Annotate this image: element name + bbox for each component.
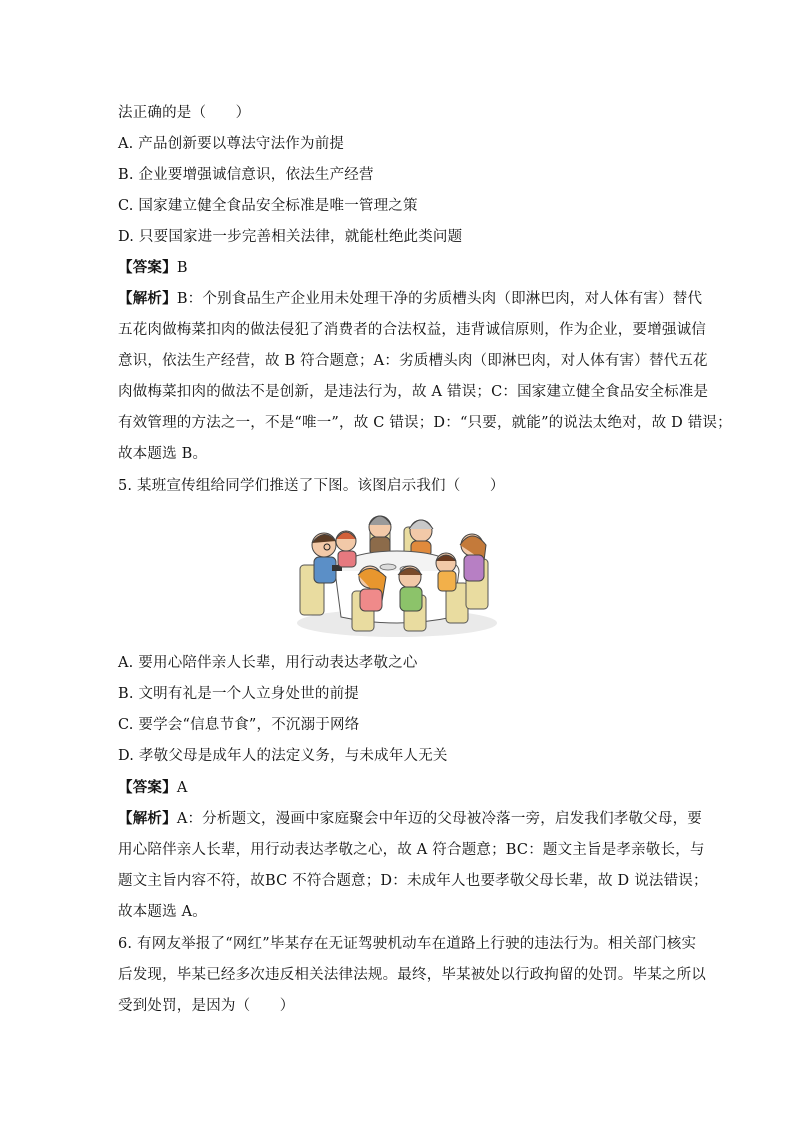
q4-option-c: C. 国家建立健全食品安全标准是唯一管理之策 — [118, 198, 418, 214]
q4-analysis-line-6: 故本题选 B。 — [118, 446, 208, 462]
q5-analysis-line-3: 题文主旨内容不符，故BC 不符合题意；D：未成年人也要孝敬父母长辈，故 D 说法错误； — [118, 873, 708, 889]
analysis-text: B：个别食品生产企业用未处理干净的劣质槽头肉（即淋巴肉，对人体有害）替代 — [176, 291, 703, 307]
q5-option-c: C. 要学会“信息节食”，不沉溺于网络 — [118, 717, 360, 733]
analysis-label: 【解析】 — [118, 290, 177, 307]
q4-option-d: D. 只要国家进一步完善相关法律，就能杜绝此类问题 — [118, 229, 463, 245]
answer-label: 【答案】 — [118, 779, 177, 796]
q4-stem-tail: 法正确的是（ ） — [118, 105, 251, 121]
q4-analysis-line-4: 肉做梅菜扣肉的做法不是创新，是违法行为，故 A 错误；C：国家建立健全食品安全标准是 — [118, 384, 709, 400]
q5-option-b: B. 文明有礼是一个人立身处世的前提 — [118, 686, 359, 702]
answer-label: 【答案】 — [118, 259, 177, 276]
analysis-label: 【解析】 — [118, 810, 177, 827]
q6-stem-line-1: 6. 有网友举报了“网红”毕某存在无证驾驶机动车在道路上行驶的违法行为。相关部门核实 — [118, 936, 697, 952]
q5-option-a: A. 要用心陪伴亲人长辈，用行动表达孝敬之心 — [118, 655, 418, 671]
q5-answer — [118, 778, 187, 798]
q5-analysis-line-2: 用心陪伴亲人长辈，用行动表达孝敬之心，故 A 符合题意；BC：题文主旨是孝亲敬长，与 — [118, 842, 705, 858]
q6-stem-line-2: 后发现，毕某已经多次违反相关法律法规。最终，毕某被处以行政拘留的处罚。毕某之所以 — [118, 967, 706, 983]
q4-analysis-line-1 — [118, 289, 702, 309]
family-gathering-illustration — [296, 505, 498, 639]
q4-analysis-line-3: 意识，依法生产经营，故 B 符合题意；A：劣质槽头肉（即淋巴肉，对人体有害）替代五花 — [118, 353, 708, 369]
q5-analysis-line-1 — [118, 809, 702, 829]
q6-stem-line-3: 受到处罚，是因为（ ） — [118, 998, 295, 1014]
answer-value: A — [176, 780, 188, 796]
q4-analysis-line-2: 五花肉做梅菜扣肉的做法侵犯了消费者的合法权益，违背诚信原则，作为企业，要增强诚信 — [118, 322, 706, 338]
q4-option-b: B. 企业要增强诚信意识，依法生产经营 — [118, 167, 374, 183]
q4-answer — [118, 258, 188, 278]
q5-option-d: D. 孝敬父母是成年人的法定义务，与未成年人无关 — [118, 748, 448, 764]
analysis-text: A：分析题文，漫画中家庭聚会中年迈的父母被冷落一旁，启发我们孝敬父母，要 — [176, 811, 702, 827]
q4-analysis-line-5: 有效管理的方法之一，不是“唯一”，故 C 错误；D：“只要，就能”的说法太绝对，故 D 错误； — [118, 415, 732, 431]
q4-option-a: A. 产品创新要以尊法守法作为前提 — [118, 136, 345, 152]
q5-analysis-line-4: 故本题选 A。 — [118, 904, 207, 920]
answer-value: B — [176, 260, 188, 276]
q5-stem: 5. 某班宣传组给同学们推送了下图。该图启示我们（ ） — [118, 478, 505, 494]
